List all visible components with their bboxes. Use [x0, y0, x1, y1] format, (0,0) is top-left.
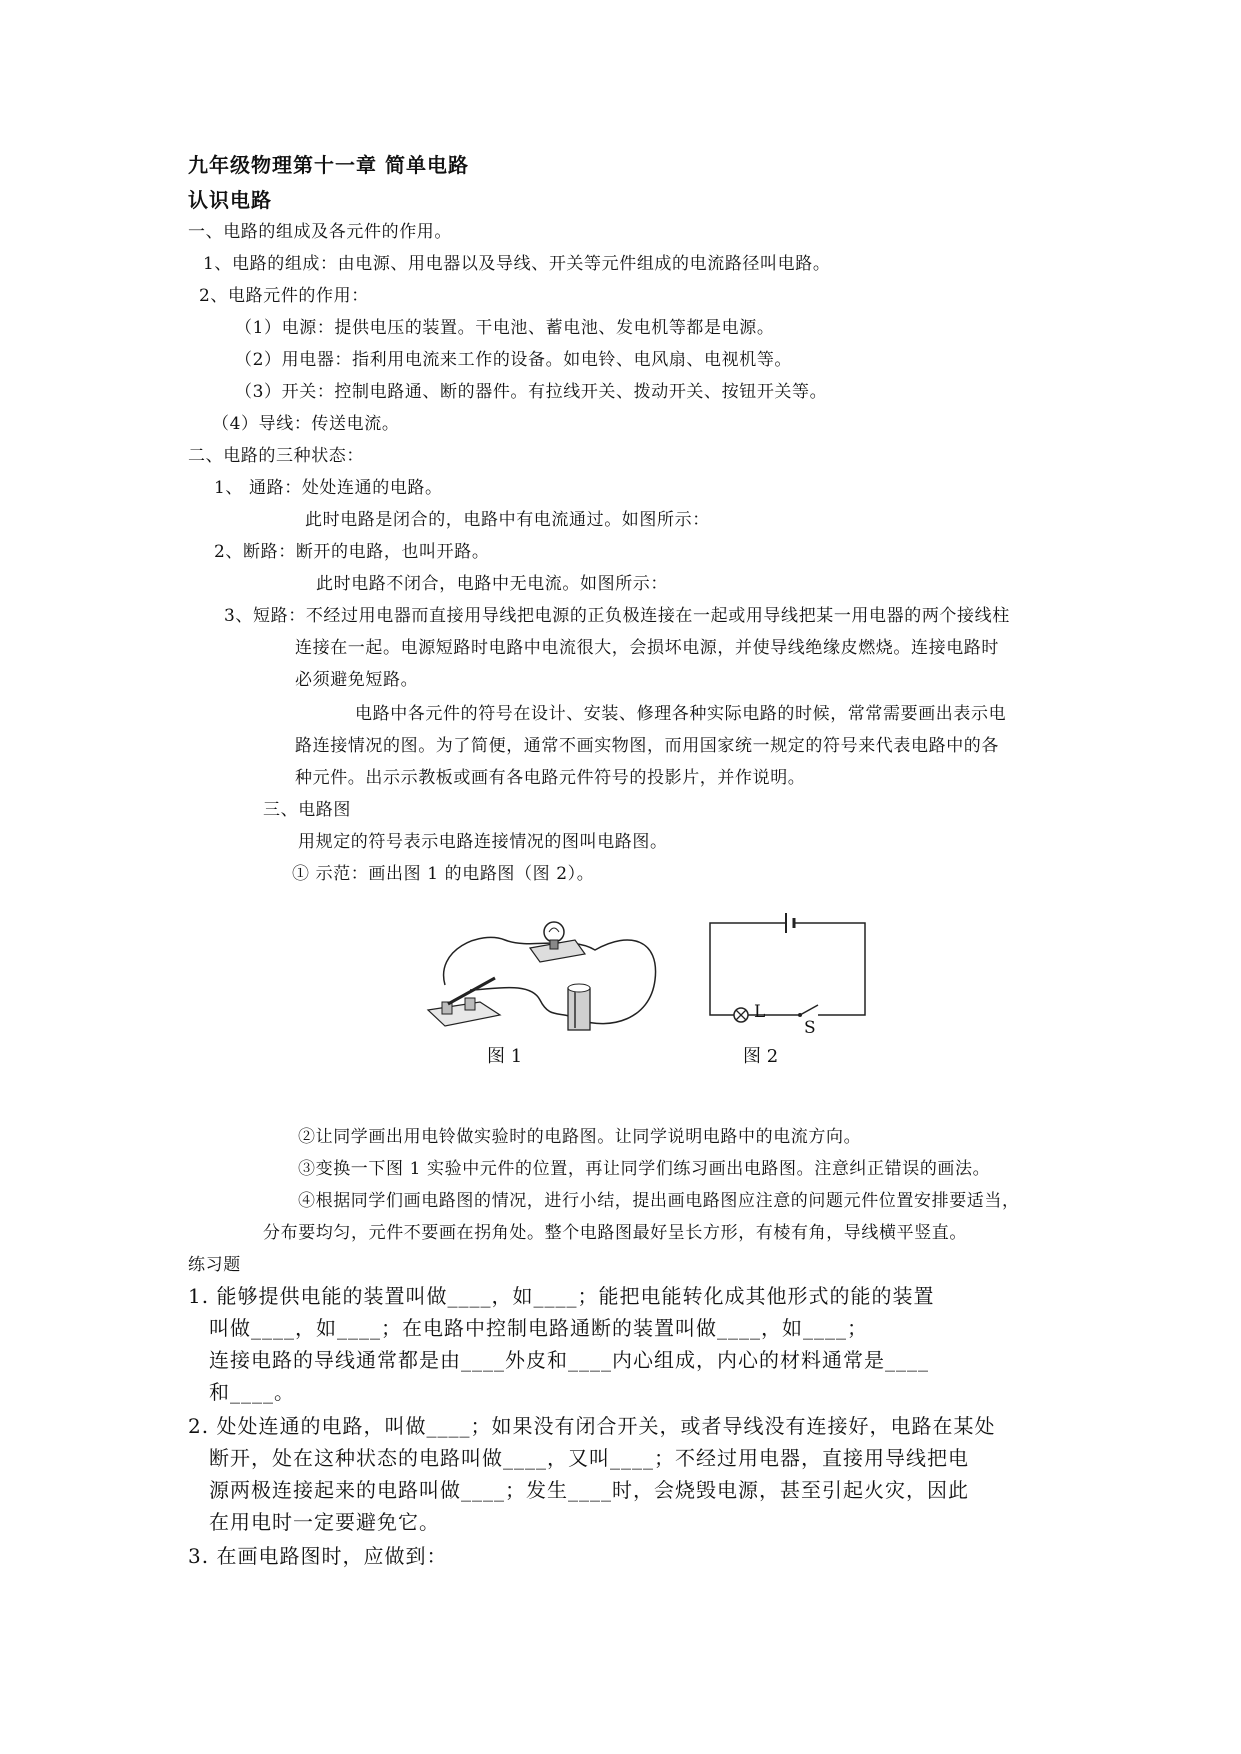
- figure-1-physical-circuit: [420, 910, 680, 1035]
- fig2-lamp-symbol: [734, 1008, 748, 1022]
- fig2-switch-symbol: [798, 1005, 818, 1017]
- fig2-wire-right: [795, 923, 865, 1015]
- fig2-switch-label: S: [804, 1018, 816, 1038]
- section-1-item-1: 1、电路的组成：由电源、用电器以及导线、开关等元件组成的电流路径叫电路。: [203, 254, 831, 274]
- exercise-1-line-2: 叫做____，如____；在电路中控制电路通断的装置叫做____，如____；: [209, 1316, 868, 1340]
- section-2-state-1: 1、 通路：处处连通的电路。: [214, 478, 443, 498]
- section-2-state-3-line-2: 连接在一起。电源短路时电路中电流很大，会损坏电源，并使导线绝缘皮燃烧。连接电路时: [295, 638, 999, 658]
- circuit-diagram-definition: 用规定的符号表示电路连接情况的图叫电路图。: [298, 832, 668, 852]
- exercise-1-line-1: 1. 能够提供电能的装置叫做____，如____；能把电能转化成其他形式的能的装置: [188, 1284, 935, 1308]
- symbols-paragraph-line-1: 电路中各元件的符号在设计、安装、修理各种实际电路的时候，常常需要画出表示电: [355, 704, 1007, 724]
- exercise-3: 3. 在画电路图时，应做到：: [188, 1544, 448, 1568]
- demo-instruction: ① 示范：画出图 1 的电路图（图 2）。: [292, 864, 595, 884]
- exercises-heading: 练习题: [188, 1255, 241, 1275]
- section-1-sub-2: （2）用电器：指利用电流来工作的设备。如电铃、电风扇、电视机等。: [235, 350, 793, 370]
- exercise-2-line-4: 在用电时一定要避免它。: [209, 1510, 440, 1534]
- section-1-sub-1: （1）电源：提供电压的装置。干电池、蓄电池、发电机等都是电源。: [235, 318, 775, 338]
- section-2-state-3-line-3: 必须避免短路。: [295, 670, 419, 690]
- step-4-line-2: 分布要均匀，元件不要画在拐角处。整个电路图最好呈长方形，有棱有角，导线横平竖直。: [263, 1223, 967, 1243]
- section-2-state-1-note: 此时电路是闭合的，电路中有电流通过。如图所示：: [305, 510, 710, 530]
- exercise-2-line-1: 2. 处处连通的电路，叫做____；如果没有闭合开关，或者导线没有连接好，电路在某处: [188, 1414, 996, 1438]
- step-4-line-1: ④根据同学们画电路图的情况，进行小结，提出画电路图应注意的问题元件位置安排要适当，: [298, 1191, 1020, 1211]
- exercise-1-line-4: 和____。: [209, 1380, 295, 1404]
- section-2-state-3-line-1: 3、短路：不经过用电器而直接用导线把电源的正负极连接在一起或用导线把某一用电器的两个接线柱: [224, 606, 1010, 626]
- section-1-heading: 一、电路的组成及各元件的作用。: [188, 222, 452, 242]
- section-2-heading: 二、电路的三种状态：: [188, 446, 364, 466]
- figure-2-circuit-diagram: [700, 915, 870, 1030]
- fig2-lamp-label: L: [754, 1002, 766, 1022]
- exercise-2-line-2: 断开，处在这种状态的电路叫做____，又叫____；不经过用电器，直接用导线把电: [209, 1446, 969, 1470]
- symbols-paragraph-line-2: 路连接情况的图。为了简便，通常不画实物图，而用国家统一规定的符号来代表电路中的各: [295, 736, 999, 756]
- section-1-item-2: 2、电路元件的作用：: [199, 286, 369, 306]
- step-3: ③变换一下图 1 实验中元件的位置，再让同学们练习画出电路图。注意纠正错误的画法。: [298, 1159, 991, 1179]
- section-2-state-2: 2、断路：断开的电路，也叫开路。: [214, 542, 490, 562]
- fig1-battery: [568, 984, 590, 1030]
- exercise-1-line-3: 连接电路的导线通常都是由____外皮和____内心组成，内心的材料通常是____: [209, 1348, 929, 1372]
- section-1-sub-4: （4）导线：传送电流。: [212, 414, 400, 434]
- section-3-heading: 三、电路图: [263, 800, 351, 820]
- fig1-switch: [428, 978, 500, 1026]
- section-2-state-2-note: 此时电路不闭合，电路中无电流。如图所示：: [316, 574, 668, 594]
- section-1-sub-3: （3）开关：控制电路通、断的器件。有拉线开关、拨动开关、按钮开关等。: [235, 382, 828, 402]
- page-title: 九年级物理第十一章 简单电路: [188, 153, 469, 177]
- fig1-lamp: [530, 922, 585, 962]
- fig2-wire-top: [710, 923, 785, 1015]
- page-subtitle: 认识电路: [188, 188, 272, 212]
- figure-1-label: 图 1: [487, 1046, 523, 1067]
- symbols-paragraph-line-3: 种元件。出示示教板或画有各电路元件符号的投影片，并作说明。: [295, 768, 806, 788]
- step-2: ②让同学画出用电铃做实验时的电路图。让同学说明电路中的电流方向。: [298, 1127, 862, 1147]
- figure-2-label: 图 2: [743, 1046, 779, 1067]
- exercise-2-line-3: 源两极连接起来的电路叫做____；发生____时，会烧毁电源，甚至引起火灾，因此: [209, 1478, 969, 1502]
- fig2-battery-symbol: [786, 913, 794, 933]
